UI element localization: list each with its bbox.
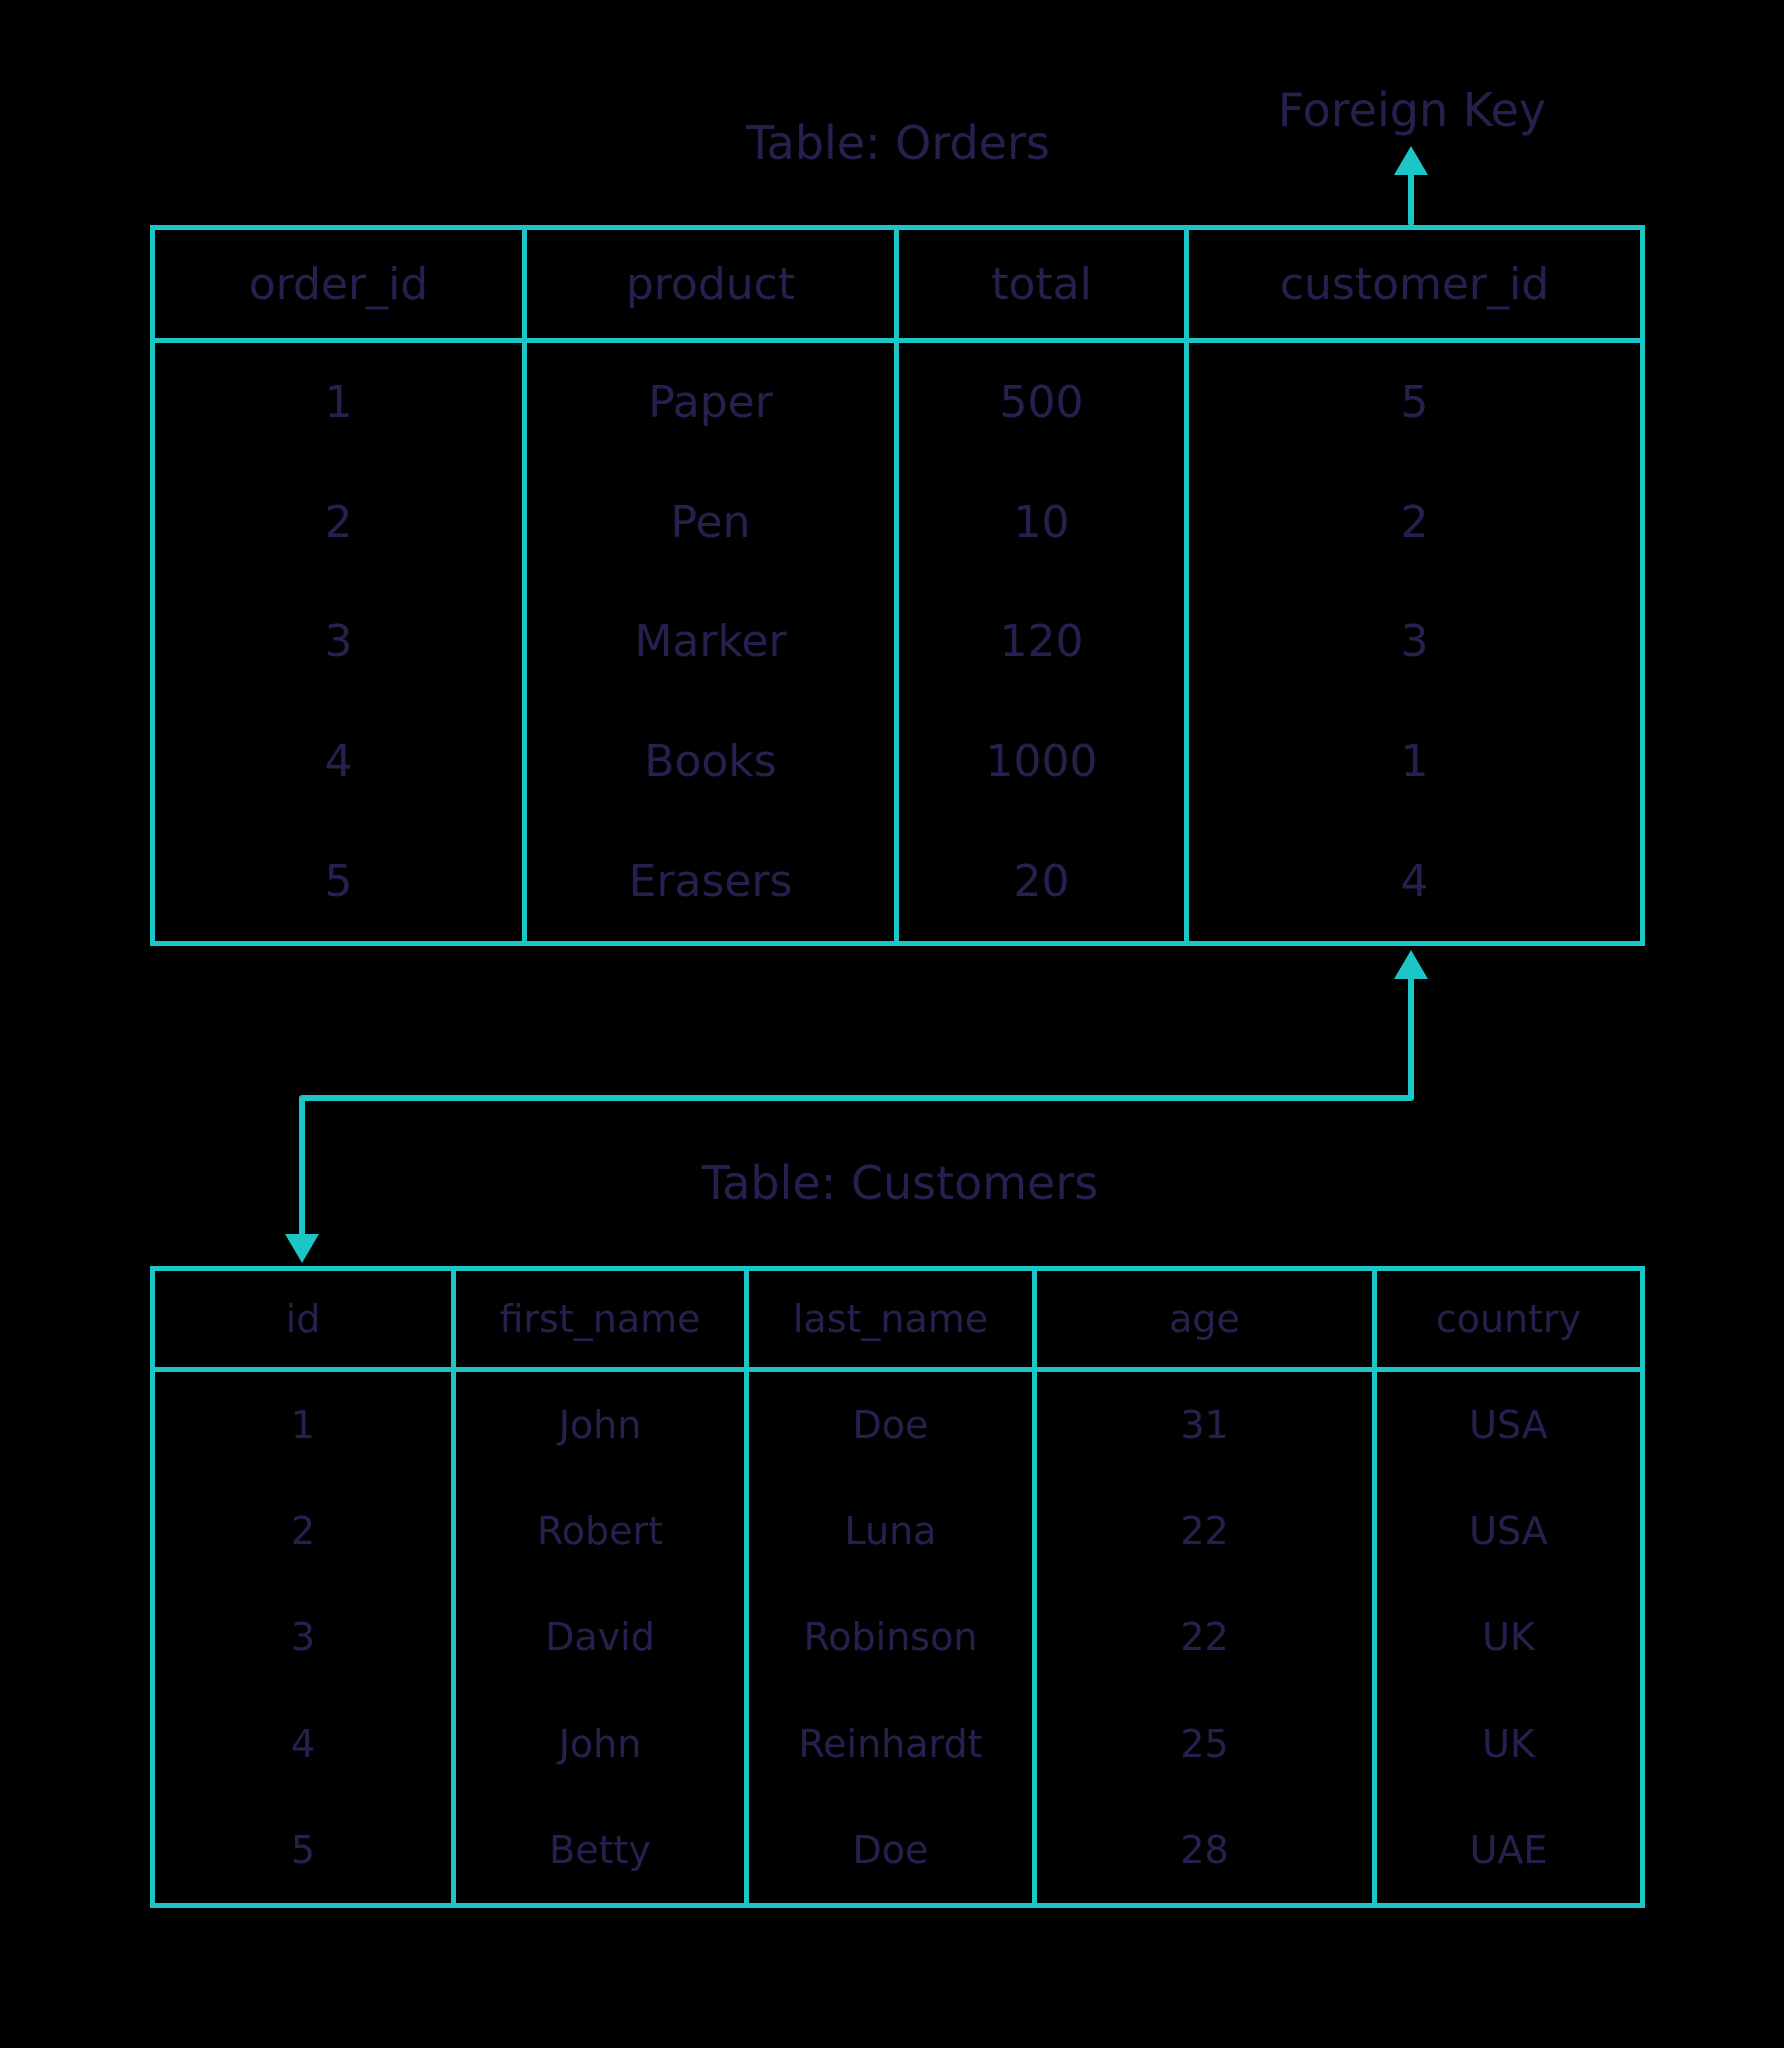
table-cell: Luna <box>747 1478 1035 1584</box>
customers-col-id: id <box>153 1269 454 1370</box>
table-cell: 3 <box>1187 582 1643 702</box>
table-cell: 1 <box>1187 702 1643 822</box>
table-cell: 1 <box>324 377 353 429</box>
table-row <box>153 1797 1643 1906</box>
table-row <box>153 1370 1643 1479</box>
table-cell: 3 <box>290 1615 316 1660</box>
table-cell: 5 <box>290 1827 316 1872</box>
table-cell: USA <box>1375 1478 1643 1584</box>
customers-col-first-name: first_name <box>454 1269 747 1370</box>
table-row <box>153 582 1643 702</box>
table-cell: 5 <box>324 855 353 907</box>
table-row <box>153 341 1643 463</box>
table-row <box>153 821 1643 943</box>
table-cell: Books <box>525 702 897 822</box>
table-row <box>153 1691 1643 1797</box>
table-cell: 1000 <box>897 702 1187 822</box>
orders-col-customer-id: customer_id <box>1187 228 1643 341</box>
orders-header-row <box>153 228 1643 341</box>
table-cell: Doe <box>747 1797 1035 1906</box>
table-cell: USA <box>1375 1370 1643 1479</box>
foreign-key-arrowhead-icon <box>1394 146 1428 175</box>
table-cell: 25 <box>1035 1691 1375 1797</box>
customers-table-title: Table: Customers <box>701 1156 1099 1210</box>
orders-table <box>150 225 1645 946</box>
table-cell: 120 <box>897 582 1187 702</box>
table-cell: 5 <box>1187 341 1643 463</box>
table-cell: 3 <box>324 616 353 668</box>
table-cell: 500 <box>897 341 1187 463</box>
orders-col-product: product <box>525 228 897 341</box>
table-row <box>153 1478 1643 1584</box>
orders-col-order-id: order_id <box>153 228 525 341</box>
customers-id-arrowhead-icon <box>285 1234 319 1263</box>
table-cell: Reinhardt <box>747 1691 1035 1797</box>
table-cell: UK <box>1375 1584 1643 1690</box>
table-cell: UAE <box>1375 1797 1643 1906</box>
table-cell: 4 <box>324 736 353 788</box>
table-cell: 2 <box>1187 463 1643 583</box>
table-cell: Pen <box>525 463 897 583</box>
table-cell: 2 <box>324 496 353 548</box>
orders-col-total: total <box>897 228 1187 341</box>
table-cell: 31 <box>1035 1370 1375 1479</box>
customers-col-last-name: last_name <box>747 1269 1035 1370</box>
table-cell: Marker <box>525 582 897 702</box>
table-cell: David <box>454 1584 747 1690</box>
table-cell: 10 <box>897 463 1187 583</box>
table-cell: 20 <box>897 821 1187 943</box>
customers-header-row <box>153 1269 1643 1370</box>
customer-id-arrowhead-icon <box>1394 950 1428 979</box>
table-cell: John <box>454 1370 747 1479</box>
table-cell: Robinson <box>747 1584 1035 1690</box>
orders-table-title: Table: Orders <box>746 116 1050 170</box>
table-cell: UK <box>1375 1691 1643 1797</box>
foreign-key-label: Foreign Key <box>1277 83 1547 137</box>
table-row <box>153 463 1643 583</box>
table-row <box>153 702 1643 822</box>
table-cell: Betty <box>454 1797 747 1906</box>
table-cell: 2 <box>290 1509 316 1554</box>
table-row <box>153 1584 1643 1690</box>
table-cell: 22 <box>1035 1478 1375 1584</box>
table-cell: 1 <box>290 1403 316 1448</box>
customers-table <box>150 1266 1645 1908</box>
customers-col-age: age <box>1035 1269 1375 1370</box>
table-cell: 4 <box>1187 821 1643 943</box>
table-cell: 4 <box>290 1721 316 1766</box>
table-cell: John <box>454 1691 747 1797</box>
customers-col-country: country <box>1375 1269 1643 1370</box>
table-cell: 28 <box>1035 1797 1375 1906</box>
table-cell: Erasers <box>525 821 897 943</box>
table-cell: 22 <box>1035 1584 1375 1690</box>
table-cell: Robert <box>454 1478 747 1584</box>
table-cell: Doe <box>747 1370 1035 1479</box>
table-cell: Paper <box>525 341 897 463</box>
